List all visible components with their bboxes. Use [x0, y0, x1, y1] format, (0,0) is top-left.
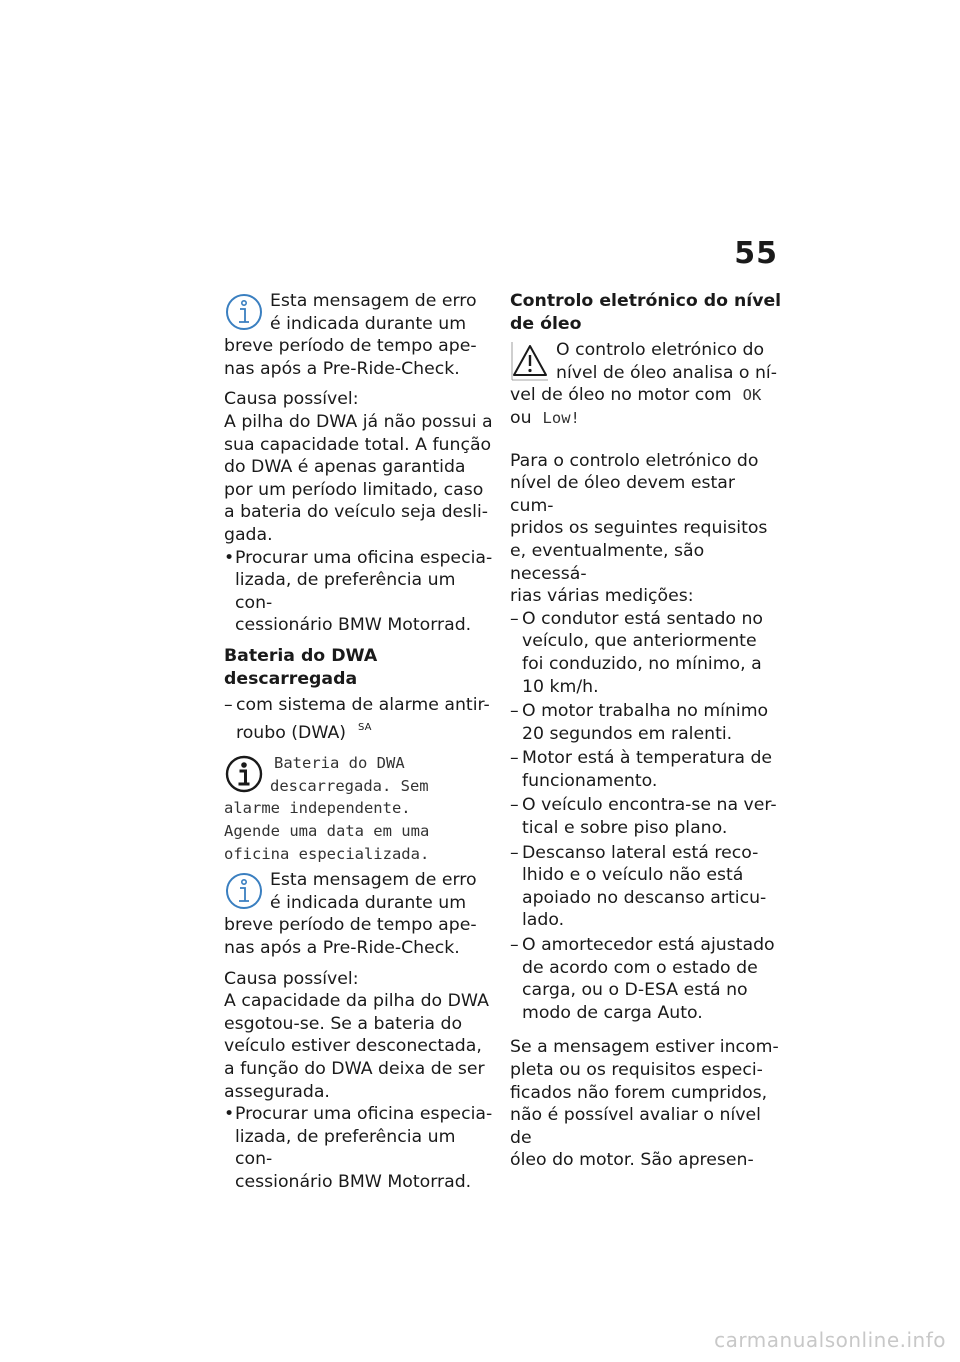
note2-cause-line: esgotou-se. Se a bateria do — [224, 1013, 463, 1034]
oil-warning-note — [510, 339, 782, 437]
note2-cause-label: Causa possível: — [224, 968, 359, 989]
note1-line-4: nas após a Pre-Ride-Check. — [224, 358, 460, 379]
note1-line-3: breve período de tempo ape- — [224, 336, 477, 357]
requirement-item — [510, 747, 782, 792]
bullet-line: Procurar uma oficina especia- — [235, 547, 493, 568]
note2-cause — [224, 968, 494, 1104]
requirement-line: 20 segundos em ralenti. — [522, 723, 733, 744]
right-column — [510, 290, 782, 1180]
heading-line: Controlo eletrónico do nível — [510, 291, 782, 311]
note2-cause-line: a função do DWA deixa de ser — [224, 1059, 485, 1079]
intro-line: rias várias medições: — [510, 586, 694, 607]
section-heading-dwa: Bateria do DWA descarregada — [224, 645, 378, 689]
requirement-line: modo de carga Auto. — [522, 1002, 703, 1023]
requirement-item — [510, 934, 782, 1024]
message-line: alarme independente. — [224, 799, 411, 818]
page-number: 55 — [734, 236, 778, 271]
note1-line-1: Esta mensagem de erro — [270, 291, 477, 311]
message-line: Bateria do DWA — [274, 754, 405, 773]
message-line: oficina especializada. — [224, 844, 430, 863]
note2-line: breve período de tempo ape- — [224, 915, 477, 936]
closing-line: ficados não forem cumpridos, — [510, 1082, 768, 1103]
requirement-line: foi conduzido, no mínimo, a — [522, 653, 762, 674]
note1-cause-line: do DWA é apenas garantida — [224, 457, 466, 478]
requirement-item — [510, 700, 782, 745]
bullet-line: Procurar uma oficina especia- — [235, 1104, 493, 1125]
requirement-item — [510, 794, 782, 839]
warning-line: O controlo eletrónico do — [556, 340, 765, 361]
low-value: Low! — [542, 408, 580, 427]
dwa-condition — [224, 694, 494, 744]
note2-line: Esta mensagem de erro — [270, 870, 477, 891]
requirement-line: apoiado no descanso articu- — [522, 887, 767, 908]
requirement-line: funcionamento. — [522, 770, 658, 791]
requirement-item — [510, 842, 782, 932]
bullet-line: lizada, de preferência um con- — [235, 570, 456, 613]
info-icon — [224, 871, 264, 911]
note2-cause-line: assegurada. — [224, 1081, 330, 1102]
requirement-line: O veículo encontra-se na ver- — [522, 795, 777, 816]
bullet-marker: • — [224, 1104, 235, 1125]
bullet-line: cessionário BMW Motorrad. — [235, 1171, 472, 1192]
note2-cause-line: A capacidade da pilha do DWA — [224, 991, 489, 1012]
info-icon — [224, 292, 264, 332]
info-bold-icon — [224, 754, 264, 794]
requirement-line: O condutor está sentado no — [522, 608, 764, 629]
heading-line: de óleo — [510, 313, 582, 334]
note1-action-bullet — [224, 547, 494, 637]
warning-line: nível de óleo analisa o ní- — [556, 362, 777, 383]
requirement-line: veículo, que anteriormente — [522, 631, 757, 652]
note1-cause-line: por um período limitado, caso — [224, 479, 484, 500]
info-note-1 — [224, 290, 494, 388]
watermark: carmanualsonline.info — [714, 1328, 946, 1352]
dash-line: roubo (DWA) — [236, 722, 347, 743]
dash-marker: – — [510, 608, 519, 629]
requirement-line: O motor trabalha no mínimo — [522, 701, 769, 722]
intro-line: e, eventualmente, são necessá- — [510, 540, 705, 584]
or-word: ou — [510, 407, 532, 428]
left-column — [224, 290, 494, 1202]
requirement-line: Motor está à temperatura de — [522, 748, 773, 769]
intro-line: nível de óleo devem estar cum- — [510, 473, 735, 516]
message-line: descarregada. Sem — [270, 776, 429, 795]
message-line: Agende uma data em uma — [224, 822, 430, 841]
requirement-line: O amortecedor está ajustado — [522, 935, 775, 956]
sa-marker: SA — [358, 721, 372, 733]
requirement-item — [510, 608, 782, 698]
requirement-line: carga, ou o D-ESA está no — [522, 980, 748, 1001]
requirement-line: Descanso lateral está reco- — [522, 842, 759, 863]
note1-cause-line: A pilha do DWA já não possui a — [224, 411, 493, 432]
closing-line: não é possível avaliar o nível de — [510, 1105, 761, 1148]
note2-action-bullet — [224, 1103, 494, 1193]
dash-marker: – — [224, 695, 233, 716]
dash-line: com sistema de alarme antir- — [236, 695, 490, 716]
note1-cause-label: Causa possível: — [224, 389, 359, 410]
intro-line: pridos os seguintes requisitos — [510, 518, 768, 539]
requirement-line: tical e sobre piso plano. — [522, 818, 728, 839]
oil-intro — [510, 450, 782, 608]
note2-line: é indicada durante um — [270, 892, 467, 913]
dash-marker: – — [510, 935, 519, 956]
requirement-line: lhido e o veículo não está — [522, 865, 744, 886]
requirement-line: lado. — [522, 910, 565, 931]
dash-marker: – — [510, 701, 519, 722]
bullet-marker: • — [224, 547, 235, 568]
dash-marker: – — [510, 748, 519, 769]
closing-line: pleta ou os requisitos especi- — [510, 1060, 763, 1080]
warning-icon — [510, 341, 550, 381]
note1-line-2: é indicada durante um — [270, 313, 467, 334]
intro-line: Para o controlo eletrónico do — [510, 450, 759, 471]
requirement-line: de acordo com o estado de — [522, 957, 758, 978]
ok-value: OK — [742, 386, 762, 405]
warning-line: vel de óleo no motor com — [510, 385, 732, 406]
dash-marker: – — [510, 842, 519, 863]
section-heading-oil — [510, 290, 782, 335]
bullet-line: cessionário BMW Motorrad. — [235, 615, 472, 636]
note1-cause-line: a bateria do veículo seja desli- — [224, 502, 489, 523]
closing-line: óleo do motor. São apresen- — [510, 1150, 754, 1171]
note1-cause — [224, 388, 494, 546]
bullet-line: lizada, de preferência um con- — [235, 1126, 456, 1170]
closing-line: Se a mensagem estiver incom- — [510, 1037, 779, 1058]
note2-cause-line: veículo estiver desconectada, — [224, 1036, 482, 1057]
note1-cause-line: sua capacidade total. A função — [224, 434, 492, 455]
dash-marker: – — [510, 795, 519, 816]
requirement-line: 10 km/h. — [522, 676, 599, 697]
info-note-2 — [224, 869, 494, 967]
oil-closing — [510, 1036, 782, 1172]
dwa-message — [224, 752, 494, 865]
note2-line: nas após a Pre-Ride-Check. — [224, 938, 460, 959]
note1-cause-line: gada. — [224, 524, 273, 545]
